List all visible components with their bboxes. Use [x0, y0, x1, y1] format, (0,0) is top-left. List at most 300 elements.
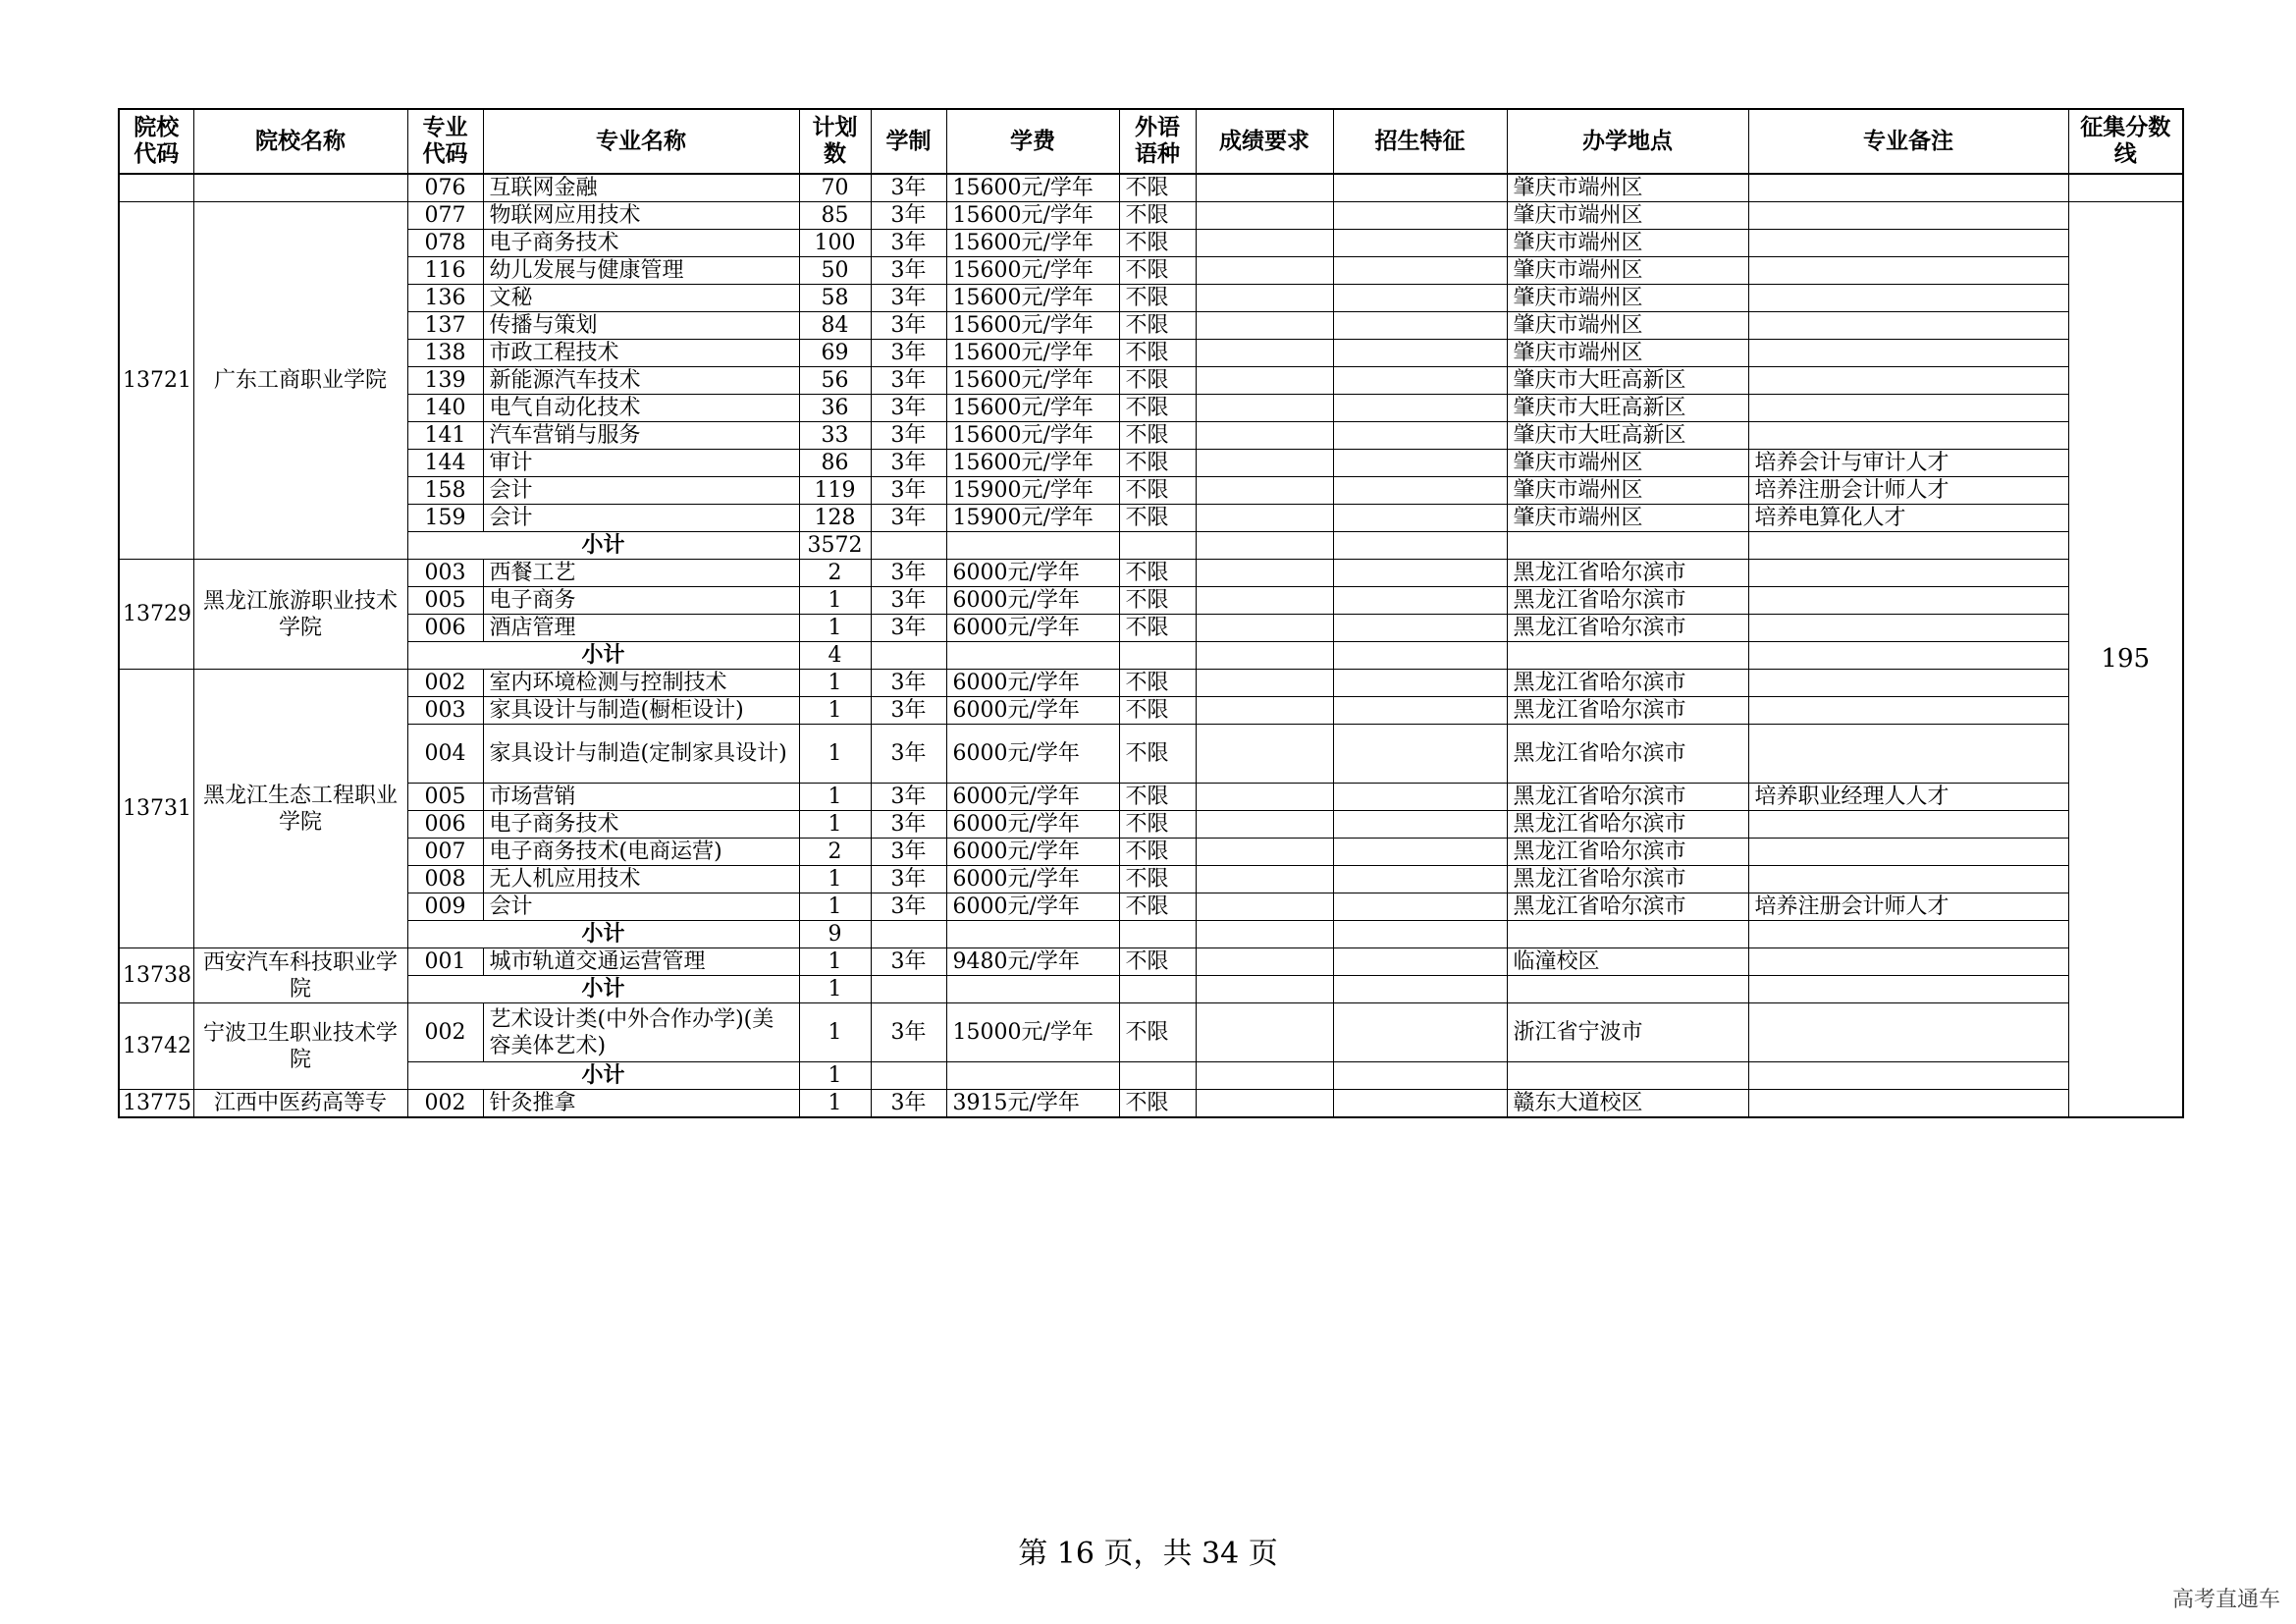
subtotal-label: 小计: [407, 1062, 799, 1090]
tuition-fee: 15600元/学年: [946, 450, 1119, 477]
study-years: [871, 532, 946, 560]
major-remark: [1748, 976, 2068, 1003]
campus-location: 肇庆市端州区: [1507, 340, 1748, 367]
major-name: 新能源汽车技术: [483, 367, 799, 395]
major-remark: [1748, 202, 2068, 230]
study-years: 3年: [871, 587, 946, 615]
major-code: 002: [407, 670, 483, 697]
table-row: [119, 839, 2183, 866]
enrollment-feature: [1333, 615, 1507, 642]
foreign-language: 不限: [1119, 948, 1196, 976]
campus-location: 黑龙江省哈尔滨市: [1507, 811, 1748, 839]
column-header: 专业备注: [1748, 109, 2068, 174]
table-row: [119, 257, 2183, 285]
school-code: 13738: [119, 948, 193, 1003]
score-requirement: [1196, 725, 1333, 784]
study-years: 3年: [871, 697, 946, 725]
study-years: 3年: [871, 948, 946, 976]
major-remark: [1748, 1062, 2068, 1090]
foreign-language: 不限: [1119, 477, 1196, 505]
enrollment-feature: [1333, 587, 1507, 615]
campus-location: 黑龙江省哈尔滨市: [1507, 615, 1748, 642]
foreign-language: 不限: [1119, 587, 1196, 615]
score-requirement: [1196, 532, 1333, 560]
major-code: 005: [407, 587, 483, 615]
column-header: 学费: [946, 109, 1119, 174]
subtotal-label: 小计: [407, 921, 799, 948]
major-remark: [1748, 725, 2068, 784]
major-remark: 培养注册会计师人才: [1748, 477, 2068, 505]
tuition-fee: 15600元/学年: [946, 340, 1119, 367]
score-requirement: [1196, 1003, 1333, 1062]
major-remark: [1748, 587, 2068, 615]
campus-location: [1507, 921, 1748, 948]
major-code: 140: [407, 395, 483, 422]
tuition-fee: [946, 532, 1119, 560]
enrollment-feature: [1333, 921, 1507, 948]
table-row: [119, 560, 2183, 587]
study-years: 3年: [871, 174, 946, 202]
score-requirement: [1196, 257, 1333, 285]
score-requirement: [1196, 811, 1333, 839]
enrollment-feature: [1333, 893, 1507, 921]
score-requirement: [1196, 976, 1333, 1003]
foreign-language: 不限: [1119, 285, 1196, 312]
major-remark: [1748, 422, 2068, 450]
major-remark: [1748, 642, 2068, 670]
major-remark: [1748, 285, 2068, 312]
enrollment-feature: [1333, 697, 1507, 725]
campus-location: 肇庆市端州区: [1507, 202, 1748, 230]
major-code: 076: [407, 174, 483, 202]
foreign-language: 不限: [1119, 422, 1196, 450]
tuition-fee: [946, 976, 1119, 1003]
study-years: 3年: [871, 230, 946, 257]
tuition-fee: 15600元/学年: [946, 174, 1119, 202]
table-row: [119, 1090, 2183, 1118]
enrollment-feature: [1333, 642, 1507, 670]
tuition-fee: 15900元/学年: [946, 505, 1119, 532]
campus-location: [1507, 1062, 1748, 1090]
study-years: 3年: [871, 839, 946, 866]
major-name: 家具设计与制造(橱柜设计): [483, 697, 799, 725]
table-row: [119, 505, 2183, 532]
table-row: [119, 202, 2183, 230]
foreign-language: 不限: [1119, 866, 1196, 893]
subtotal-row: [119, 976, 2183, 1003]
major-name: 幼儿发展与健康管理: [483, 257, 799, 285]
campus-location: 肇庆市端州区: [1507, 505, 1748, 532]
major-code: 003: [407, 697, 483, 725]
table-row: [119, 285, 2183, 312]
school-code: 13721: [119, 202, 193, 560]
major-name: 电子商务技术: [483, 230, 799, 257]
score-requirement: [1196, 340, 1333, 367]
table-row: [119, 866, 2183, 893]
campus-location: 黑龙江省哈尔滨市: [1507, 893, 1748, 921]
enrollment-feature: [1333, 285, 1507, 312]
column-header: 院校代码: [119, 109, 193, 174]
score-requirement: [1196, 1090, 1333, 1118]
major-name: 室内环境检测与控制技术: [483, 670, 799, 697]
tuition-fee: 6000元/学年: [946, 587, 1119, 615]
score-requirement: [1196, 174, 1333, 202]
major-name: 电子商务: [483, 587, 799, 615]
campus-location: [1507, 976, 1748, 1003]
column-header: 专业代码: [407, 109, 483, 174]
major-name: 西餐工艺: [483, 560, 799, 587]
score-requirement: [1196, 587, 1333, 615]
major-remark: [1748, 1090, 2068, 1118]
campus-location: 黑龙江省哈尔滨市: [1507, 725, 1748, 784]
major-remark: [1748, 697, 2068, 725]
enrollment-feature: [1333, 505, 1507, 532]
subtotal-row: [119, 642, 2183, 670]
enrollment-feature: [1333, 839, 1507, 866]
foreign-language: [1119, 642, 1196, 670]
enrollment-feature: [1333, 174, 1507, 202]
study-years: 3年: [871, 866, 946, 893]
enrollment-feature: [1333, 340, 1507, 367]
campus-location: 赣东大道校区: [1507, 1090, 1748, 1118]
major-code: 006: [407, 615, 483, 642]
column-header: 办学地点: [1507, 109, 1748, 174]
score-requirement: [1196, 560, 1333, 587]
school-code: 13775: [119, 1090, 193, 1118]
score-requirement: [1196, 642, 1333, 670]
major-code: 137: [407, 312, 483, 340]
tuition-fee: 6000元/学年: [946, 866, 1119, 893]
foreign-language: 不限: [1119, 811, 1196, 839]
study-years: 3年: [871, 450, 946, 477]
plan-count: 1: [799, 784, 871, 811]
study-years: 3年: [871, 340, 946, 367]
tuition-fee: 6000元/学年: [946, 697, 1119, 725]
column-header: 招生特征: [1333, 109, 1507, 174]
tuition-fee: 6000元/学年: [946, 784, 1119, 811]
major-remark: [1748, 367, 2068, 395]
plan-count: 85: [799, 202, 871, 230]
subtotal-value: 9: [799, 921, 871, 948]
table-header-row: [119, 109, 2183, 174]
study-years: [871, 1062, 946, 1090]
major-name: 家具设计与制造(定制家具设计): [483, 725, 799, 784]
score-requirement: [1196, 505, 1333, 532]
tuition-fee: 15600元/学年: [946, 257, 1119, 285]
score-line-cell: [2068, 174, 2183, 202]
major-name: 会计: [483, 893, 799, 921]
plan-count: 128: [799, 505, 871, 532]
score-requirement: [1196, 285, 1333, 312]
tuition-fee: 15600元/学年: [946, 202, 1119, 230]
foreign-language: 不限: [1119, 1090, 1196, 1118]
school-name: 黑龙江生态工程职业学院: [193, 670, 407, 948]
major-code: 078: [407, 230, 483, 257]
enrollment-feature: [1333, 230, 1507, 257]
study-years: 3年: [871, 257, 946, 285]
major-remark: [1748, 839, 2068, 866]
foreign-language: 不限: [1119, 450, 1196, 477]
major-code: 002: [407, 1090, 483, 1118]
foreign-language: 不限: [1119, 202, 1196, 230]
enrollment-feature: [1333, 1003, 1507, 1062]
campus-location: 黑龙江省哈尔滨市: [1507, 560, 1748, 587]
plan-count: 1: [799, 615, 871, 642]
major-code: 009: [407, 893, 483, 921]
foreign-language: [1119, 1062, 1196, 1090]
foreign-language: 不限: [1119, 312, 1196, 340]
major-remark: [1748, 174, 2068, 202]
major-remark: [1748, 395, 2068, 422]
major-remark: [1748, 312, 2068, 340]
enrollment-feature: [1333, 367, 1507, 395]
study-years: [871, 976, 946, 1003]
tuition-fee: [946, 1062, 1119, 1090]
score-requirement: [1196, 230, 1333, 257]
major-remark: [1748, 921, 2068, 948]
major-name: 针灸推拿: [483, 1090, 799, 1118]
subtotal-label: 小计: [407, 642, 799, 670]
study-years: [871, 642, 946, 670]
major-name: 无人机应用技术: [483, 866, 799, 893]
major-name: 艺术设计类(中外合作办学)(美容美体艺术): [483, 1003, 799, 1062]
major-name: 互联网金融: [483, 174, 799, 202]
major-remark: [1748, 670, 2068, 697]
campus-location: 肇庆市端州区: [1507, 450, 1748, 477]
enrollment-feature: [1333, 450, 1507, 477]
table-row: [119, 587, 2183, 615]
score-requirement: [1196, 450, 1333, 477]
score-requirement: [1196, 202, 1333, 230]
foreign-language: 不限: [1119, 1003, 1196, 1062]
major-code: 005: [407, 784, 483, 811]
tuition-fee: 15600元/学年: [946, 395, 1119, 422]
subtotal-row: [119, 921, 2183, 948]
foreign-language: 不限: [1119, 395, 1196, 422]
tuition-fee: 6000元/学年: [946, 893, 1119, 921]
major-code: 116: [407, 257, 483, 285]
enrollment-feature: [1333, 866, 1507, 893]
major-name: 物联网应用技术: [483, 202, 799, 230]
tuition-fee: 15600元/学年: [946, 367, 1119, 395]
column-header: 计划数: [799, 109, 871, 174]
campus-location: 肇庆市大旺高新区: [1507, 367, 1748, 395]
major-remark: [1748, 257, 2068, 285]
school-name-cell: [193, 174, 407, 202]
foreign-language: 不限: [1119, 839, 1196, 866]
study-years: 3年: [871, 312, 946, 340]
plan-count: 58: [799, 285, 871, 312]
study-years: 3年: [871, 1003, 946, 1062]
study-years: 3年: [871, 202, 946, 230]
table-row: [119, 948, 2183, 976]
major-name: 审计: [483, 450, 799, 477]
column-header: 专业名称: [483, 109, 799, 174]
plan-count: 1: [799, 1090, 871, 1118]
study-years: 3年: [871, 422, 946, 450]
major-remark: [1748, 560, 2068, 587]
enrollment-feature: [1333, 257, 1507, 285]
foreign-language: [1119, 976, 1196, 1003]
tuition-fee: 6000元/学年: [946, 615, 1119, 642]
major-remark: [1748, 615, 2068, 642]
table-row: [119, 340, 2183, 367]
plan-count: 2: [799, 560, 871, 587]
plan-count: 86: [799, 450, 871, 477]
foreign-language: 不限: [1119, 230, 1196, 257]
school-name: 宁波卫生职业技术学院: [193, 1003, 407, 1090]
study-years: 3年: [871, 615, 946, 642]
table-row: [119, 450, 2183, 477]
major-remark: 培养职业经理人人才: [1748, 784, 2068, 811]
major-name: 酒店管理: [483, 615, 799, 642]
campus-location: 黑龙江省哈尔滨市: [1507, 839, 1748, 866]
score-requirement: [1196, 839, 1333, 866]
major-name: 传播与策划: [483, 312, 799, 340]
major-name: 电气自动化技术: [483, 395, 799, 422]
study-years: 3年: [871, 811, 946, 839]
major-name: 电子商务技术: [483, 811, 799, 839]
table-row: [119, 725, 2183, 784]
enrollment-feature: [1333, 811, 1507, 839]
score-requirement: [1196, 1062, 1333, 1090]
major-remark: [1748, 532, 2068, 560]
campus-location: 黑龙江省哈尔滨市: [1507, 866, 1748, 893]
table-row: [119, 395, 2183, 422]
plan-count: 36: [799, 395, 871, 422]
score-requirement: [1196, 893, 1333, 921]
plan-count: 1: [799, 866, 871, 893]
table-row: [119, 893, 2183, 921]
foreign-language: [1119, 532, 1196, 560]
study-years: 3年: [871, 670, 946, 697]
score-requirement: [1196, 615, 1333, 642]
subtotal-value: 1: [799, 1062, 871, 1090]
campus-location: 肇庆市端州区: [1507, 312, 1748, 340]
school-name: 广东工商职业学院: [193, 202, 407, 560]
foreign-language: 不限: [1119, 367, 1196, 395]
plan-count: 1: [799, 725, 871, 784]
enrollment-feature: [1333, 395, 1507, 422]
score-requirement: [1196, 697, 1333, 725]
study-years: 3年: [871, 784, 946, 811]
campus-location: 黑龙江省哈尔滨市: [1507, 784, 1748, 811]
campus-location: 肇庆市端州区: [1507, 285, 1748, 312]
major-name: 市政工程技术: [483, 340, 799, 367]
major-name: 会计: [483, 477, 799, 505]
foreign-language: 不限: [1119, 560, 1196, 587]
admission-plan-table: [118, 108, 2184, 1118]
page-footer: 第 16 页，共 34 页: [1018, 1537, 1278, 1571]
subtotal-label: 小计: [407, 976, 799, 1003]
tuition-fee: 15600元/学年: [946, 312, 1119, 340]
tuition-fee: 6000元/学年: [946, 670, 1119, 697]
major-remark: [1748, 811, 2068, 839]
plan-count: 1: [799, 1003, 871, 1062]
plan-count: 50: [799, 257, 871, 285]
major-remark: 培养注册会计师人才: [1748, 893, 2068, 921]
major-code: 002: [407, 1003, 483, 1062]
subtotal-value: 1: [799, 976, 871, 1003]
major-name: 电子商务技术(电商运营): [483, 839, 799, 866]
school-code: 13742: [119, 1003, 193, 1090]
study-years: 3年: [871, 477, 946, 505]
major-remark: [1748, 948, 2068, 976]
enrollment-feature: [1333, 477, 1507, 505]
campus-location: [1507, 532, 1748, 560]
major-name: 汽车营销与服务: [483, 422, 799, 450]
column-header: 征集分数线: [2068, 109, 2183, 174]
study-years: 3年: [871, 560, 946, 587]
watermark: 高考直通车: [2171, 1588, 2280, 1612]
score-requirement: [1196, 784, 1333, 811]
campus-location: 肇庆市端州区: [1507, 257, 1748, 285]
school-code-cell: [119, 174, 193, 202]
plan-count: 119: [799, 477, 871, 505]
major-name: 城市轨道交通运营管理: [483, 948, 799, 976]
school-code: 13731: [119, 670, 193, 948]
tuition-fee: 6000元/学年: [946, 725, 1119, 784]
score-requirement: [1196, 670, 1333, 697]
subtotal-value: 4: [799, 642, 871, 670]
study-years: 3年: [871, 725, 946, 784]
major-remark: [1748, 866, 2068, 893]
major-code: 001: [407, 948, 483, 976]
table-row: [119, 174, 2183, 202]
plan-count: 2: [799, 839, 871, 866]
score-requirement: [1196, 866, 1333, 893]
plan-count: 84: [799, 312, 871, 340]
tuition-fee: 15600元/学年: [946, 285, 1119, 312]
study-years: 3年: [871, 505, 946, 532]
school-name: 江西中医药高等专: [193, 1090, 407, 1118]
enrollment-feature: [1333, 725, 1507, 784]
study-years: 3年: [871, 285, 946, 312]
campus-location: 黑龙江省哈尔滨市: [1507, 697, 1748, 725]
major-name: 会计: [483, 505, 799, 532]
study-years: 3年: [871, 395, 946, 422]
major-code: 144: [407, 450, 483, 477]
tuition-fee: 3915元/学年: [946, 1090, 1119, 1118]
campus-location: 临潼校区: [1507, 948, 1748, 976]
score-requirement: [1196, 395, 1333, 422]
tuition-fee: 6000元/学年: [946, 839, 1119, 866]
table-row: [119, 312, 2183, 340]
major-code: 158: [407, 477, 483, 505]
tuition-fee: 15600元/学年: [946, 230, 1119, 257]
foreign-language: 不限: [1119, 725, 1196, 784]
campus-location: 肇庆市端州区: [1507, 174, 1748, 202]
school-code: 13729: [119, 560, 193, 670]
score-requirement: [1196, 422, 1333, 450]
subtotal-label: 小计: [407, 532, 799, 560]
study-years: [871, 921, 946, 948]
study-years: 3年: [871, 893, 946, 921]
enrollment-feature: [1333, 532, 1507, 560]
foreign-language: 不限: [1119, 670, 1196, 697]
major-remark: 培养电算化人才: [1748, 505, 2068, 532]
campus-location: 黑龙江省哈尔滨市: [1507, 587, 1748, 615]
plan-count: 33: [799, 422, 871, 450]
tuition-fee: 15600元/学年: [946, 422, 1119, 450]
major-code: 139: [407, 367, 483, 395]
plan-count: 1: [799, 697, 871, 725]
tuition-fee: [946, 921, 1119, 948]
enrollment-feature: [1333, 560, 1507, 587]
score-requirement: [1196, 367, 1333, 395]
plan-count: 56: [799, 367, 871, 395]
foreign-language: 不限: [1119, 893, 1196, 921]
